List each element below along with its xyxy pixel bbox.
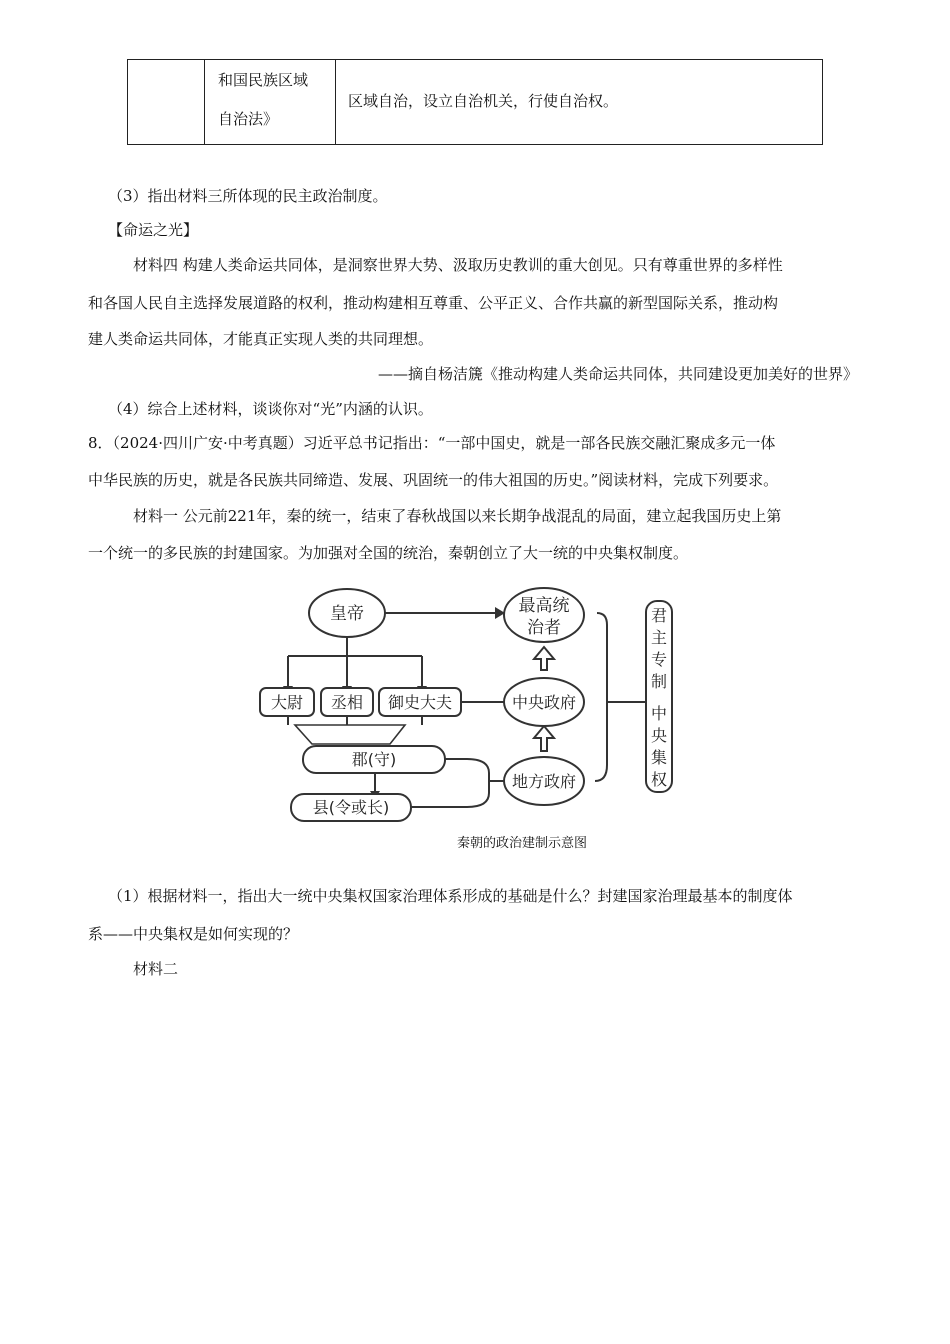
side-char: 专: [650, 650, 668, 669]
side-char: 中: [650, 704, 668, 723]
node-supreme-ruler-line1: 最高统: [518, 596, 570, 616]
question-1-line2: 系——中央集权是如何实现的？: [88, 925, 299, 943]
table-cell-empty: [128, 60, 205, 144]
node-supreme-ruler-line2: 治者: [527, 618, 561, 638]
side-char: 权: [650, 770, 668, 789]
side-char: 君: [650, 606, 668, 625]
section-heading: 【命运之光】: [108, 221, 199, 239]
material1-line2: 一个统一的多民族的封建国家。为加强对全国的统治，秦朝创立了大一统的中央集权制度。: [88, 544, 689, 562]
node-yushi-dafu: 御史大夫: [387, 693, 453, 712]
law-content-text: 区域自治，设立自治机关，行使自治权。: [348, 92, 619, 110]
question-4: （4）综合上述材料，谈谈你对“光”内涵的认识。: [108, 400, 433, 418]
side-char: 主: [650, 628, 668, 647]
table-row: [127, 59, 823, 145]
node-xian: 县(令或长): [312, 798, 390, 817]
side-char: 制: [650, 672, 668, 691]
node-taiwei: 大尉: [270, 693, 304, 712]
node-local-government: 地方政府: [511, 772, 577, 791]
up-arrow-icon: [534, 726, 554, 751]
material2-label: 材料二: [133, 960, 179, 978]
up-arrow-icon: [534, 647, 554, 670]
material4-source: ——摘自杨洁篪《推动构建人类命运共同体，共同建设更加美好的世界》: [377, 365, 858, 383]
material4-line2: 和各国人民自主选择发展道路的权利，推动构建相互尊重、公平正义、合作共赢的新型国际关系，推动构: [88, 294, 779, 312]
law-name-line2: 自治法》: [218, 110, 279, 128]
side-char: 央: [650, 726, 668, 745]
node-central-government: 中央政府: [511, 693, 577, 712]
side-char: 集: [650, 748, 668, 767]
question-1-line1: （1）根据材料一，指出大一统中央集权国家治理体系形成的基础是什么？封建国家治理最基本的制度体: [108, 887, 793, 905]
problem8-line1: 8．（2024·四川广安·中考真题）习近平总书记指出：“一部中国史，就是一部各民族交融汇聚成多元一体: [88, 434, 776, 452]
table-cell-law-name: [205, 60, 336, 144]
question-3: （3）指出材料三所体现的民主政治制度。: [108, 187, 388, 205]
material4-line3: 建人类命运共同体，才能真正实现人类的共同理想。: [88, 330, 434, 348]
node-emperor: 皇帝: [330, 604, 364, 624]
node-chengxiang: 丞相: [330, 693, 364, 712]
table-cell-content: [336, 60, 822, 144]
problem8-line2: 中华民族的历史，就是各民族共同缔造、发展、巩固统一的伟大祖国的历史。”阅读材料，完成下列要求。: [88, 471, 779, 489]
node-jun: 郡(守): [351, 750, 397, 769]
law-name-line1: 和国民族区域: [218, 71, 309, 89]
qin-structure-diagram: [255, 585, 685, 825]
diagram-caption: 秦朝的政治建制示意图: [457, 836, 588, 851]
material4-line1: 材料四 构建人类命运共同体，是洞察世界大势、汲取历史教训的重大创见。只有尊重世界的多样性: [133, 256, 783, 274]
material1-line1: 材料一 公元前221年，秦的统一，结束了春秋战国以来长期争战混乱的局面，建立起我国历史上第: [133, 507, 782, 525]
